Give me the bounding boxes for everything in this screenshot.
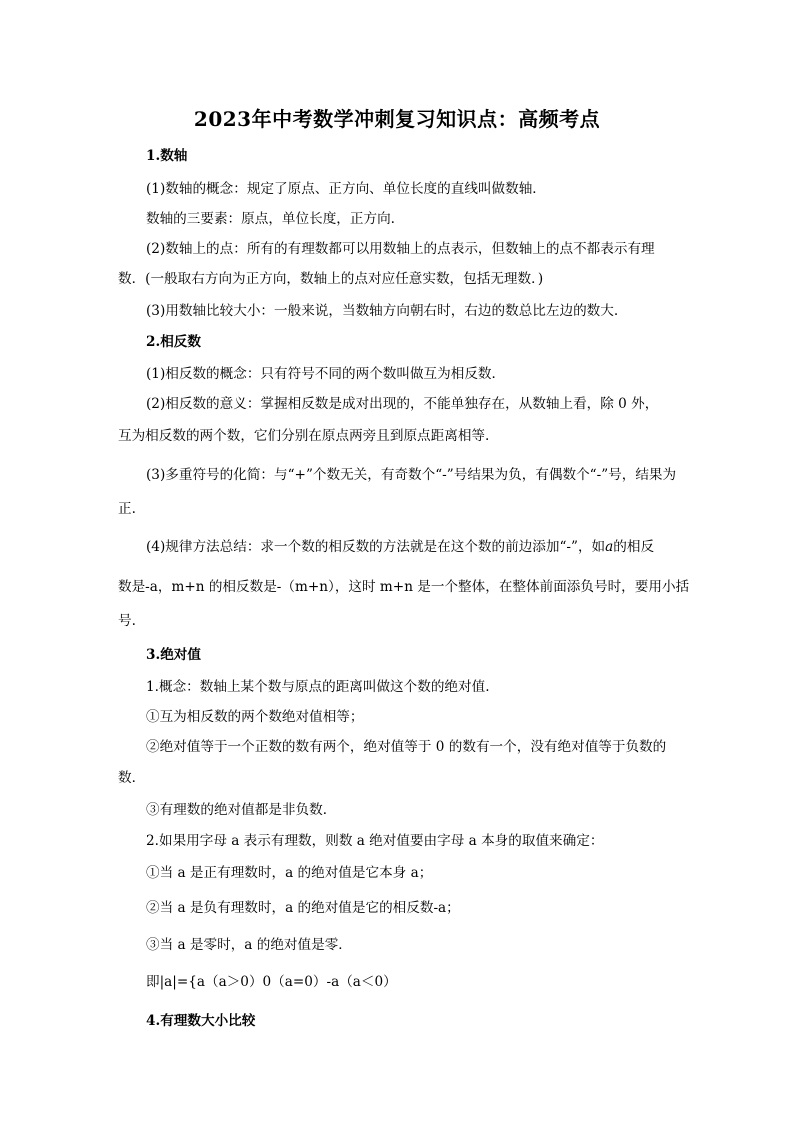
text-segment: 的相反 — [613, 539, 655, 555]
paragraph-line: ③有理数的绝对值都是非负数． — [146, 802, 337, 818]
paragraph-line: ③当 a 是零时，a 的绝对值是零． — [146, 937, 352, 953]
paragraph-line: 数轴的三要素：原点，单位长度，正方向. — [146, 211, 396, 227]
paragraph-line — [146, 538, 654, 556]
paragraph-line: (2)相反数的意义：掌握相反数是成对出现的，不能单独存在，从数轴上看，除 0 外， — [146, 396, 659, 412]
paragraph-line: ①互为相反数的两个数绝对值相等； — [146, 709, 364, 725]
paragraph-line: 数．(一般取右方向为正方向，数轴上的点对应任意实数，包括无理数．) — [118, 271, 544, 287]
paragraph-line: (1)数轴的概念：规定了原点、正方向、单位长度的直线叫做数轴． — [146, 181, 546, 197]
paragraph-line: (2)数轴上的点：所有的有理数都可以用数轴上的点表示，但数轴上的点不都表示有理 — [146, 241, 655, 257]
variable-a: a — [605, 539, 614, 555]
page-title: 2023年中考数学冲刺复习知识点：高频考点 — [193, 107, 601, 131]
paragraph-line: (3)多重符号的化简：与“+”个数无关，有奇数个“-”号结果为负，有偶数个“-”号，结果为 — [146, 467, 677, 483]
paragraph-line: 互为相反数的两个数，它们分别在原点两旁且到原点距离相等. — [118, 428, 490, 444]
paragraph-line: ①当 a 是正有理数时，a 的绝对值是它本身 a； — [146, 865, 433, 881]
paragraph-line: 1.概念：数轴上某个数与原点的距离叫做这个数的绝对值. — [146, 679, 490, 695]
section-heading-absolute-value: 3.绝对值 — [146, 647, 201, 663]
paragraph-line: (1)相反数的概念：只有符号不同的两个数叫做互为相反数． — [146, 366, 506, 382]
paragraph-line: (3)用数轴比较大小：一般来说，当数轴方向朝右时，右边的数总比左边的数大. — [146, 303, 619, 319]
paragraph-line: 2.如果用字母 a 表示有理数，则数 a 绝对值要由字母 a 本身的取值来确定： — [146, 833, 604, 849]
formula-line: 即|a|={a（a＞0）0（a=0）-a（a＜0） — [146, 974, 397, 990]
paragraph-line: 数是-a，m+n 的相反数是-（m+n），这时 m+n 是一个整体，在整体前面添负号时，要用小括 — [118, 579, 690, 595]
paragraph-line: 数． — [118, 770, 146, 786]
section-heading-number-line: 1.数轴 — [146, 148, 188, 164]
paragraph-line: 正. — [118, 501, 136, 517]
section-heading-opposite-number: 2.相反数 — [146, 334, 201, 350]
paragraph-line: ②绝对值等于一个正数的数有两个，绝对值等于 0 的数有一个，没有绝对值等于负数的 — [146, 739, 667, 755]
text-segment: (4)规律方法总结：求一个数的相反数的方法就是在这个数的前边添加“-”，如 — [146, 539, 606, 555]
paragraph-line: 号. — [118, 613, 136, 629]
paragraph-line: ②当 a 是负有理数时，a 的绝对值是它的相反数-a； — [146, 900, 460, 916]
section-heading-rational-comparison: 4.有理数大小比较 — [146, 1013, 256, 1029]
